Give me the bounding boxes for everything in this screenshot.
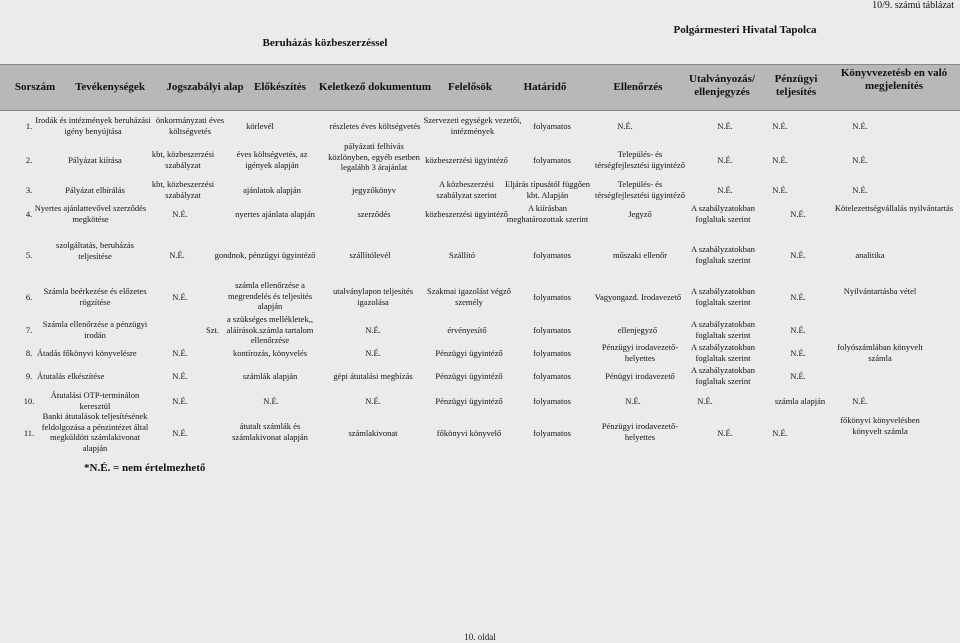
cell-konyv: folyószámlában könyvelt számla [837, 342, 923, 363]
row-number: 7. [25, 325, 33, 335]
page-label: 10/9. számú táblázat [872, 0, 954, 11]
cell-dokumentum: részletes éves költségvetés [329, 121, 421, 131]
header-penzugyi: Pénzügyi teljesítés [774, 73, 818, 98]
cell-utalvanyozas: N.É. [717, 428, 733, 438]
cell-elokeszites: gondnok, pénzügyi ügyintéző [214, 250, 316, 260]
row-number: 11. [23, 428, 35, 438]
cell-konyv: N.É. [852, 155, 868, 165]
row-number: 4. [25, 209, 33, 219]
cell-hatarido: A kiírásban meghatározottak szerint [506, 203, 589, 224]
cell-elokeszites: átutalt számlák és számlakivonat alapján [232, 421, 308, 442]
cell-tevekenyseg: Átutalás elkészítése [37, 371, 105, 381]
cell-ellenorzes: Település- és térségfejlesztési ügyintéző [595, 149, 685, 170]
cell-ellenorzes: műszaki ellenőr [612, 250, 668, 260]
cell-ellenorzes: Pénzügyi irodavezető-helyettes [601, 421, 679, 442]
header-utalvanyozas: Utalványozás/ ellenjegyzés [689, 73, 755, 98]
cell-penzugyi: N.É. [790, 250, 806, 260]
cell-ellenorzes: ellenjegyző [617, 325, 658, 335]
cell-hatarido: folyamatos [533, 371, 571, 381]
cell-jogszabalyi: N.É. [169, 250, 185, 260]
cell-tevekenyseg: szolgáltatás, beruházás teljesítése [56, 240, 134, 261]
cell-felelos: Pénzügyi ügyintéző [435, 348, 503, 358]
cell-hatarido: folyamatos [533, 325, 571, 335]
cell-penzugyi: N.É. [790, 348, 806, 358]
cell-konyv: Nyilvántartásba vétel [843, 286, 917, 296]
cell-konyv: főkönyvi könyvelésben könyvelt számla [840, 415, 920, 436]
header-ellenorzes: Ellenőrzés [613, 81, 663, 93]
cell-tevekenyseg: Pályázat elbírálás [65, 185, 125, 195]
header-jogszabalyi: Jogszabályi alap [166, 81, 244, 93]
cell-tevekenyseg: Nyertes ajánlattevővel szerződés megkötése [34, 203, 147, 224]
cell-utalvanyozas: A szabályzatokban foglaltak szerint [691, 365, 755, 386]
cell-jogszabalyi: kbt, közbeszerzési szabályzat [151, 179, 215, 200]
cell-ellenorzes: Pénzügyi irodavezető-helyettes [601, 342, 679, 363]
cell-ellenorzes: N.É. [617, 121, 633, 131]
cell-elokeszites: számla ellenőrzése a megrendelés és teljesítés alapján [227, 280, 313, 311]
row-number: 3. [25, 185, 33, 195]
cell-dokumentum: szállítólevél [349, 250, 391, 260]
cell-konyv: analitika [855, 250, 885, 260]
row-number: 6. [25, 292, 33, 302]
cell-tevekenyseg: Számla ellenőrzése a pénzügyi irodán [42, 319, 148, 340]
cell-dokumentum: számlakivonat [348, 428, 398, 438]
cell-ellenorzes: Pénügyi irodavezető [605, 371, 675, 381]
cell-penzugyi: N.É. [772, 428, 788, 438]
cell-jogszabalyi: önkormányzati éves költségvetés [155, 115, 225, 136]
document-title: Beruházás közbeszerzéssel [262, 37, 388, 49]
cell-hatarido: folyamatos [533, 155, 571, 165]
header-keletkezo: Keletkező dokumentum [318, 81, 432, 93]
cell-utalvanyozas: A szabályzatokban foglaltak szerint [691, 342, 755, 363]
cell-ellenorzes: Település- és térségfejlesztési ügyintéző [595, 179, 685, 200]
cell-hatarido: folyamatos [533, 428, 571, 438]
cell-dokumentum: gépi átutalási megbízás [333, 371, 413, 381]
row-number: 5. [25, 250, 33, 260]
cell-felelos: közbeszerzési ügyintéző [425, 155, 508, 165]
cell-hatarido: folyamatos [533, 396, 571, 406]
cell-tevekenyseg: Irodák és intézmények beruházási igény benyújtása [35, 115, 151, 136]
cell-utalvanyozas: N.É. [717, 121, 733, 131]
cell-penzugyi: N.É. [790, 209, 806, 219]
cell-dokumentum: pályázati felhívás közlönyben, egyéb esetben legalább 3 árajánlat [328, 141, 420, 172]
cell-felelos: Szervezeti egységek vezetői, intézmények [423, 115, 522, 136]
cell-elokeszites: a szükséges mellékletek,, aláírások.számla tartalom ellenőrzése [226, 314, 314, 345]
cell-penzugyi: N.É. [772, 185, 788, 195]
cell-felelos: A közbeszerzési szabályzat szerint [436, 179, 497, 200]
cell-jogszabalyi: kbt, közbeszerzési szabályzat [151, 149, 215, 170]
cell-felelos: Pénzügyi ügyintéző [435, 396, 503, 406]
cell-elokeszites: N.É. [263, 396, 279, 406]
cell-felelos: Pénzügyi ügyintéző [435, 371, 503, 381]
page-number: 10. oldal [464, 632, 496, 642]
header-sorszam: Sorszám [14, 81, 56, 93]
cell-jogszabalyi: N.É. [172, 209, 188, 219]
table-header [0, 64, 960, 111]
row-number: 2. [25, 155, 33, 165]
cell-hatarido: folyamatos [533, 250, 571, 260]
cell-utalvanyozas: A szabályzatokban foglaltak szerint [691, 203, 755, 224]
cell-penzugyi: N.É. [790, 292, 806, 302]
cell-hatarido: folyamatos [533, 292, 571, 302]
cell-dokumentum: szerződés [357, 209, 391, 219]
cell-utalvanyozas: A szabályzatokban foglaltak szerint [691, 286, 755, 307]
cell-elokeszites: kontírozás, könyvelés [232, 348, 308, 358]
cell-jogszabalyi: N.É. [172, 371, 188, 381]
cell-utalvanyozas: N.É. [697, 396, 713, 406]
header-felelosok: Felelősök [448, 81, 492, 93]
cell-elokeszites: számlák alapján [242, 371, 298, 381]
cell-hatarido: folyamatos [533, 348, 571, 358]
cell-konyv: N.É. [852, 185, 868, 195]
cell-elokeszites: nyertes ajánlata alapján [235, 209, 315, 219]
header-konyvvezetes: Könyvvezetésb en való megjelenítés [840, 67, 948, 92]
cell-ellenorzes: N.É. [625, 396, 641, 406]
cell-utalvanyozas: A szabályzatokban foglaltak szerint [691, 319, 755, 340]
cell-jogszabalyi: N.É. [172, 292, 188, 302]
cell-konyv: N.É. [852, 121, 868, 131]
footnote: *N.É. = nem értelmezhető [84, 462, 206, 474]
cell-ellenorzes: Jegyző [628, 209, 652, 219]
row-number: 9. [25, 371, 33, 381]
cell-elokeszites: éves költségvetés, az igények alapján [236, 149, 308, 170]
cell-jogszabalyi: N.É. [172, 428, 188, 438]
row-number: 10. [23, 396, 35, 406]
cell-konyv: Kötelezettségvállalás nyilvántartás [834, 203, 954, 213]
cell-penzugyi: N.É. [772, 155, 788, 165]
cell-tevekenyseg: Átutalási OTP-terminálon keresztül [50, 390, 140, 411]
cell-utalvanyozas: N.É. [717, 155, 733, 165]
cell-jogszabalyi: N.É. [172, 348, 188, 358]
cell-felelos: főkönyvi könyvelő [436, 428, 502, 438]
cell-dokumentum: N.É. [365, 348, 381, 358]
cell-utalvanyozas: N.É. [717, 185, 733, 195]
row-number: 8. [25, 348, 33, 358]
cell-dokumentum: utalványlapon teljesítés igazolása [332, 286, 414, 307]
cell-ellenorzes: Vagyongazd. Irodavezető [594, 292, 682, 302]
cell-tevekenyseg: Számla beérkezése és előzetes rögzítése [43, 286, 147, 307]
cell-penzugyi: N.É. [790, 325, 806, 335]
cell-penzugyi: N.É. [790, 371, 806, 381]
cell-penzugyi: számla alapján [774, 396, 826, 406]
header-elokeszites: Előkészítés [254, 81, 306, 93]
header-hatarido: Határidő [523, 81, 567, 93]
cell-felelos: Szállító [449, 250, 475, 260]
header-tevekenysegek: Tevékenységek [75, 81, 145, 93]
cell-felelos: közbeszerzési ügyintéző [425, 209, 508, 219]
cell-dokumentum: jegyzőkönyv [352, 185, 396, 195]
cell-elokeszites: ajánlatok alapján [243, 185, 301, 195]
office-title: Polgármesteri Hivatal Tapolca [673, 24, 817, 36]
cell-felelos: Szakmai igazolást végző személy [426, 286, 512, 307]
cell-jogszabalyi: Szt. [206, 325, 219, 335]
cell-hatarido: folyamatos [533, 121, 571, 131]
cell-elokeszites: körlevél [246, 121, 274, 131]
cell-dokumentum: N.É. [365, 396, 381, 406]
cell-tevekenyseg: Átadás főkönyvi könyvelésre [37, 348, 137, 358]
cell-dokumentum: N.É. [365, 325, 381, 335]
cell-tevekenyseg: Banki átutalások teljesítésének feldolgozása a pénzintézet által megküldött számlakivonat alapján [41, 411, 149, 453]
row-number: 1. [25, 121, 33, 131]
cell-utalvanyozas: A szabályzatokban foglaltak szerint [691, 244, 755, 265]
cell-penzugyi: N.É. [772, 121, 788, 131]
cell-tevekenyseg: Pályázat kiírása [68, 155, 122, 165]
cell-konyv: N.É. [852, 396, 868, 406]
cell-jogszabalyi: N.É. [172, 396, 188, 406]
cell-felelos: érvényesítő [447, 325, 487, 335]
cell-hatarido: Eljárás típusától függően kbt. Alapján [505, 179, 590, 200]
